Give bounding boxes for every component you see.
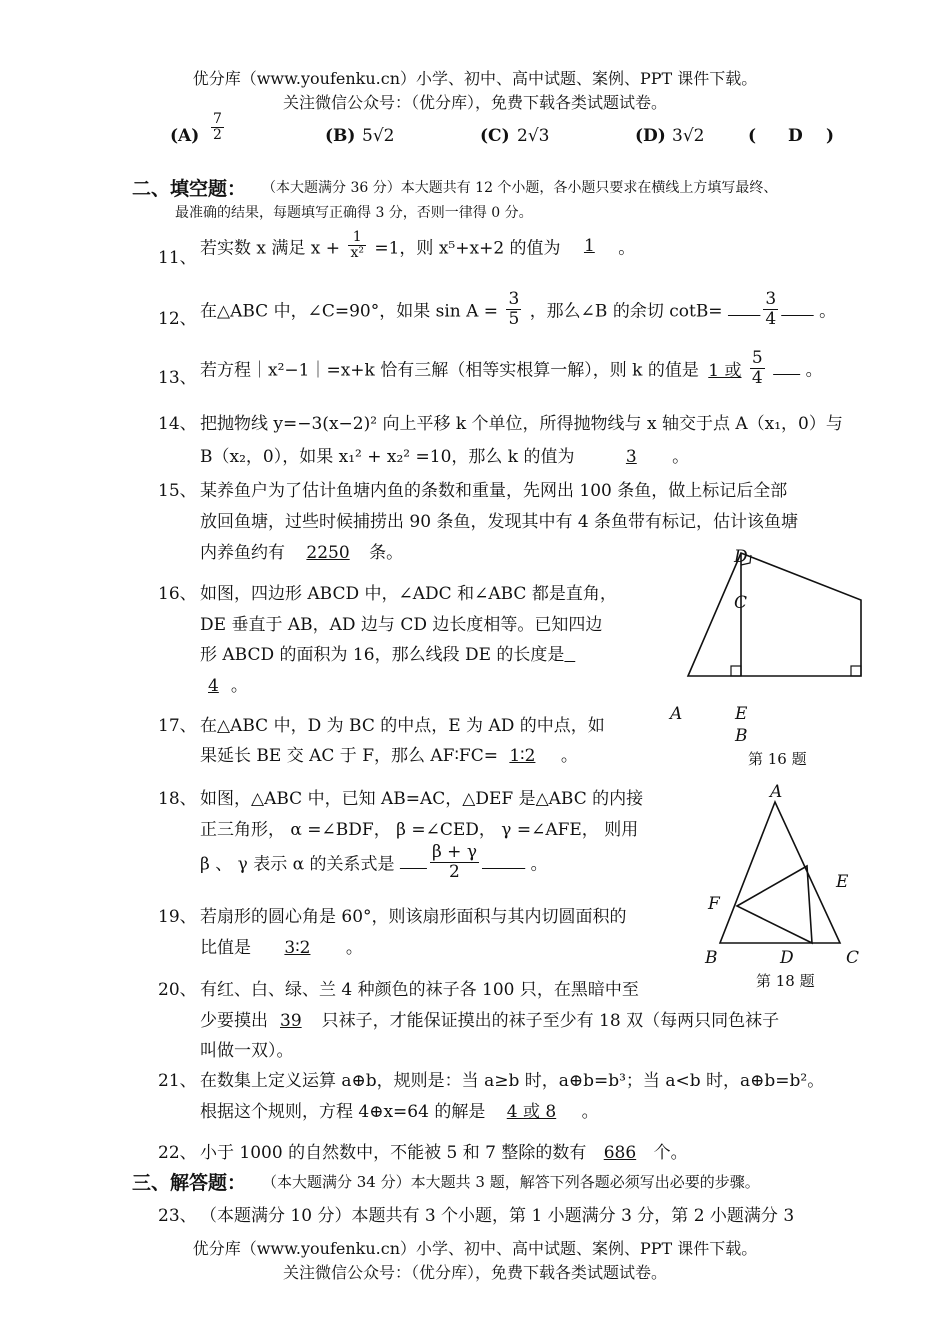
q15-line-3-end: 条。 <box>369 543 404 563</box>
q10-d-value: 3√2 <box>672 126 705 146</box>
q20-line-2-pre: 少要摸出 <box>200 1011 268 1031</box>
fig18-label-f: F <box>708 894 720 914</box>
q15-line-3-pre: 内养鱼约有 <box>200 543 285 563</box>
fig16-label-a: A <box>670 704 683 724</box>
q15-line-3 <box>200 538 403 563</box>
q14-answer-blank: 3 <box>625 447 637 467</box>
q22-number: 22、 <box>158 1143 197 1163</box>
q20-line-2-end: 只袜子，才能保证摸出的袜子至少有 18 双（每两只同色袜子 <box>321 1011 780 1031</box>
q16-line-4 <box>200 671 248 696</box>
q23-number: 23、 <box>158 1206 197 1226</box>
q13-body <box>200 349 823 387</box>
q23-line-1: （本题满分 10 分）本题共有 3 个小题，第 1 小题满分 3 分，第 2 小题满分 3 <box>200 1206 795 1226</box>
q21-line-2 <box>200 1097 599 1122</box>
q22-pre: 小于 1000 的自然数中，不能被 5 和 7 整除的数有 <box>200 1143 587 1163</box>
q10-paren-close: ) <box>826 126 835 146</box>
fig18-label-e: E <box>836 872 849 892</box>
q11-pre: 若实数 x 满足 x + <box>200 238 341 259</box>
q11-mid: =1，则 x⁵+x+2 的值为 <box>374 238 561 259</box>
fig16-label-d: D <box>734 547 748 567</box>
section2-desc-1: （本大题满分 36 分）本大题共有 12 个小题，各小题只要求在横线上方填写最终、 <box>262 180 778 196</box>
fig16-label-c: C <box>734 593 748 613</box>
q17-line-1: 在△ABC 中，D 为 BC 的中点，E 为 AD 的中点，如 <box>200 716 605 736</box>
fig18-label-d: D <box>780 948 794 968</box>
q19-answer-blank: 3∶2 <box>284 938 311 958</box>
q15-answer-blank: 2250 <box>306 543 350 563</box>
q13-end: 。 <box>805 360 823 381</box>
q22-body <box>200 1138 688 1163</box>
q12-mid: ，那么∠B 的余切 cotB= <box>529 301 723 322</box>
section3-title: 三、解答题： <box>132 1172 247 1194</box>
q21-number: 21、 <box>158 1071 197 1091</box>
q19-end: 。 <box>345 938 363 958</box>
fig18-label-b: B <box>705 948 718 968</box>
q17-line-2-pre: 果延长 BE 交 AC 于 F，那么 AF∶FC= <box>200 746 498 766</box>
q10-b-label: (B) <box>325 126 356 146</box>
q11-frac-den: x² <box>350 245 364 262</box>
q12-pre: 在△ABC 中，∠C=90°，如果 sin A = <box>200 301 499 322</box>
q20-number: 20、 <box>158 980 197 1000</box>
q18-number: 18、 <box>158 789 197 809</box>
q20-line-3: 叫做一双）。 <box>200 1041 294 1061</box>
q19-line-2-pre: 比值是 <box>200 938 251 958</box>
q16-line-2: DE 垂直于 AB，AD 边与 CD 边长度相等。已知四边 <box>200 615 603 635</box>
q19-line-1: 若扇形的圆心角是 60°，则该扇形面积与其内切圆面积的 <box>200 907 627 927</box>
q15-line-1: 某养鱼户为了估计鱼塘内鱼的条数和重量，先网出 100 条鱼，做上标记后全部 <box>200 481 788 501</box>
q11-number: 11、 <box>158 248 197 268</box>
q21-answer-blank: 4 或 8 <box>506 1102 557 1122</box>
q10-d-label: (D) <box>635 126 666 146</box>
q10-a-num: 7 <box>213 111 222 127</box>
q22-answer-blank: 686 <box>603 1143 637 1163</box>
q14-number: 14、 <box>158 414 197 434</box>
q13-answer-blank: 1 或 <box>708 360 742 381</box>
fig16-right-angle-e <box>731 666 741 676</box>
q16-end: 。 <box>230 676 248 696</box>
fig16-label-e: E <box>735 704 748 724</box>
fig18-label-c: C <box>846 948 860 968</box>
q12-number: 12、 <box>158 309 197 329</box>
fig16-label-b: B <box>735 726 748 746</box>
q22-end: 个。 <box>653 1143 688 1163</box>
q19-number: 19、 <box>158 907 197 927</box>
q14-line-2-pre: B（x₂，0），如果 x₁² + x₂² =10，那么 k 的值为 <box>200 447 575 467</box>
q10-answer: D <box>788 126 803 146</box>
q12-body <box>200 290 836 328</box>
header-line-1: 优分库（www.youfenku.cn）小学、初中、高中试题、案例、PPT 课件下载。 <box>192 69 758 88</box>
q10-a-label: (A) <box>170 126 200 146</box>
q13-number: 13、 <box>158 368 197 388</box>
q18-line-2: 正三角形， α =∠BDF， β =∠CED， γ =∠AFE， 则用 <box>200 820 639 840</box>
q12-frac1-num: 3 <box>508 289 520 309</box>
fig18-caption: 第 18 题 <box>756 972 815 990</box>
fig16-caption: 第 16 题 <box>748 750 807 768</box>
q14-line-2 <box>200 442 689 467</box>
fig18-triangle-def <box>737 866 812 943</box>
q13-frac-num: 5 <box>751 348 763 368</box>
q18-line-1: 如图，△ABC 中，已知 AB=AC，△DEF 是△ABC 的内接 <box>200 789 644 809</box>
q15-line-2: 放回鱼塘，过些时候捕捞出 90 条鱼，发现其中有 4 条鱼带有标记，估计该鱼塘 <box>200 512 799 532</box>
q21-line-2-pre: 根据这个规则，方程 4⊕x=64 的解是 <box>200 1102 486 1122</box>
q18-frac-den: 2 <box>449 861 460 882</box>
footer-line-2: 关注微信公众号：（优分库），免费下载各类试题试卷。 <box>282 1263 667 1282</box>
q17-number: 17、 <box>158 716 197 736</box>
q11-end: 。 <box>618 238 636 259</box>
q11-frac-num: 1 <box>348 230 366 246</box>
q19-line-2 <box>200 933 363 958</box>
q13-frac-den: 4 <box>751 367 763 388</box>
q18-end: 。 <box>530 854 548 875</box>
q20-answer-blank: 39 <box>280 1011 302 1031</box>
q18-line-3-pre: β 、 γ 表示 α 的关系式是 <box>200 854 395 875</box>
q12-frac2-den: 4 <box>765 308 777 329</box>
q18-line-3 <box>200 843 548 881</box>
q11-body <box>200 230 635 262</box>
figure-16 <box>680 548 870 683</box>
q17-end: 。 <box>560 746 578 766</box>
fig18-triangle-abc <box>720 802 840 943</box>
q13-pre: 若方程｜x²−1｜=x+k 恰有三解（相等实根算一解），则 k 的值是 <box>200 360 699 381</box>
q15-number: 15、 <box>158 481 197 501</box>
q18-frac-num: β + γ <box>431 842 477 862</box>
figure-18 <box>715 800 850 948</box>
q16-answer-blank: 4 <box>208 676 219 696</box>
q14-end: 。 <box>672 447 690 467</box>
q14-line-1: 把抛物线 y=−3(x−2)² 向上平移 k 个单位，所得抛物线与 x 轴交于点 A（x₁，0）与 <box>200 414 843 434</box>
q12-frac1-den: 5 <box>508 308 520 329</box>
q10-c-label: (C) <box>480 126 510 146</box>
q16-line-1: 如图，四边形 ABCD 中，∠ADC 和∠ABC 都是直角， <box>200 584 617 604</box>
q10-a-den: 2 <box>213 127 222 144</box>
q11-answer-blank: 1 <box>583 235 595 256</box>
q12-end: 。 <box>819 301 837 322</box>
fig16-right-angle-b <box>851 666 861 676</box>
q12-frac2-num: 3 <box>765 289 777 309</box>
fig16-quadrilateral <box>688 553 861 676</box>
section2-desc-2: 最准确的结果，每题填写正确得 3 分，否则一律得 0 分。 <box>175 205 533 221</box>
q10-paren-open: ( <box>748 126 757 146</box>
q10-c-value: 2√3 <box>517 126 550 146</box>
header-line-2: 关注微信公众号：（优分库），免费下载各类试题试卷。 <box>282 93 667 112</box>
q16-line-3-text: 形 ABCD 的面积为 16，那么线段 DE 的长度是 <box>200 645 565 665</box>
q16-line-3 <box>200 640 575 665</box>
q17-line-2 <box>200 741 578 766</box>
q16-number: 16、 <box>158 584 197 604</box>
q10-a-fraction <box>208 112 227 144</box>
section3-desc: （本大题满分 34 分）本大题共 3 题，解答下列各题必须写出必要的步骤。 <box>262 1173 760 1191</box>
q20-line-1: 有红、白、绿、兰 4 种颜色的袜子各 100 只，在黑暗中至 <box>200 980 639 1000</box>
q17-answer-blank: 1∶2 <box>509 746 536 766</box>
q21-line-1: 在数集上定义运算 a⊕b，规则是：当 a≥b 时，a⊕b=b³；当 a<b 时，a⊕b=b²。 <box>200 1071 825 1091</box>
footer-line-1: 优分库（www.youfenku.cn）小学、初中、高中试题、案例、PPT 课件下载。 <box>192 1239 758 1258</box>
section2-title: 二、填空题： <box>132 178 247 200</box>
q21-end: 。 <box>581 1102 599 1122</box>
q10-b-value: 5√2 <box>362 126 395 146</box>
q20-line-2 <box>200 1006 779 1031</box>
fig18-label-a: A <box>770 782 783 802</box>
